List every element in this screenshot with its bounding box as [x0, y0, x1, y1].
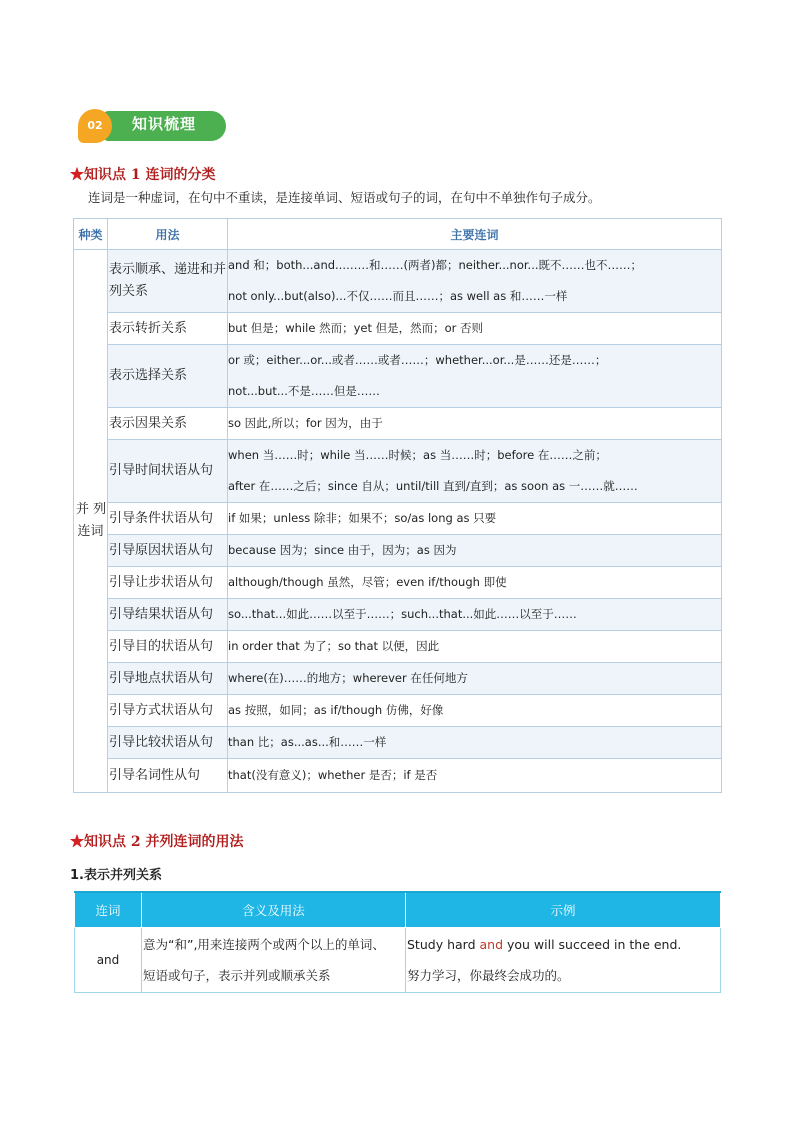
star-icon: ★ [70, 167, 84, 183]
conjunction-line: in order that 为了；so that 以便，因此 [228, 639, 440, 653]
table-row [74, 345, 722, 408]
table-row [74, 599, 722, 631]
table-row [74, 313, 722, 345]
usage-cell [108, 313, 228, 345]
table-header-row [75, 892, 721, 928]
conjunction-line: and 和；both...and...……和……(两者)都；neither...nor...既不……也不……； [228, 258, 642, 272]
table-row [74, 759, 722, 793]
meaning-cell [142, 928, 406, 993]
usage-text: 引导方式状语从句 [109, 702, 214, 718]
conjunctions-cell [228, 535, 722, 567]
coordinating-usage-table [74, 891, 721, 993]
usage-text: 表示转折关系 [109, 320, 188, 336]
table-row [74, 727, 722, 759]
conjunctions-cell [228, 631, 722, 663]
usage-text: 引导条件状语从句 [109, 510, 214, 526]
table-row [74, 535, 722, 567]
usage-text: 引导时间状语从句 [109, 463, 214, 478]
category-label: 并 列 [76, 502, 107, 517]
table-row [74, 408, 722, 440]
table-row [75, 928, 721, 993]
conjunction-classification-table [73, 218, 722, 793]
usage-cell [108, 567, 228, 599]
conjunctions-cell [228, 313, 722, 345]
conjunctions-cell [228, 663, 722, 695]
header-example: 示例 [406, 892, 721, 928]
conjunction-line: but 但是；while 然而；yet 但是，然而；or 否则 [228, 321, 484, 335]
conjunction-line: than 比；as...as...和……一样 [228, 735, 387, 749]
usage-cell [108, 535, 228, 567]
usage-text: 引导比较状语从句 [109, 734, 214, 750]
conjunction-line: so 因此,所以；for 因为，由于 [228, 416, 383, 430]
usage-text: 引导地点状语从句 [109, 670, 214, 686]
conjunction-line: where(在)……的地方；wherever 在任何地方 [228, 671, 468, 685]
meaning-line: 短语或句子，表示并列或顺承关系 [143, 968, 331, 983]
usage-cell [108, 503, 228, 535]
example-pre: Study hard [407, 937, 480, 952]
example-english [407, 929, 719, 960]
usage-text: 表示选择关系 [109, 368, 188, 383]
table-row [74, 567, 722, 599]
section1-title: 知识点 1 连词的分类 [84, 167, 216, 183]
conjunction-line: although/though 虽然，尽管；even if/though 即使 [228, 575, 507, 589]
example-highlight: and [479, 937, 504, 952]
usage-cell [108, 408, 228, 440]
usage-cell [108, 695, 228, 727]
conjunction-line: or 或；either...or...或者……或者……；whether...or...是……还是……； [228, 353, 607, 367]
header-meaning: 含义及用法 [142, 892, 406, 928]
header-usage: 用法 [108, 219, 228, 250]
section1-intro: 连词是一种虚词，在句中不重读，是连接单词、短语或句子的词，在句中不单独作句子成分。 [88, 190, 601, 205]
header-word: 连词 [75, 892, 142, 928]
meaning-line: 意为“和”,用来连接两个或两个以上的单词、 [143, 937, 385, 952]
section2-title: 知识点 2 并列连词的用法 [84, 834, 244, 850]
example-post: you will succeed in the end. [503, 937, 682, 952]
usage-text: 列关系 [109, 284, 149, 299]
table-row [74, 503, 722, 535]
section1-heading [70, 164, 216, 184]
conjunctions-cell [228, 440, 722, 503]
table-row [74, 663, 722, 695]
table-row [74, 631, 722, 663]
conjunction-line: because 因为；since 由于，因为；as 因为 [228, 543, 457, 557]
conjunctions-cell [228, 250, 722, 313]
category-label: 连词 [77, 524, 104, 539]
conjunction-line: so...that...如此……以至于……；such...that...如此……以至于…… [228, 607, 577, 621]
usage-text: 引导目的状语从句 [109, 638, 214, 654]
usage-cell [108, 631, 228, 663]
conjunctions-cell [228, 408, 722, 440]
conjunction-line: when 当……时；while 当……时候；as 当……时；before 在……之前； [228, 448, 607, 462]
header-category: 种类 [74, 219, 108, 250]
badge-number: 02 [78, 109, 112, 143]
conjunctions-cell [228, 503, 722, 535]
star-icon: ★ [70, 834, 84, 850]
conjunction-word: and [75, 928, 142, 993]
table-row [74, 250, 722, 313]
table-row [74, 440, 722, 503]
usage-text: 引导原因状语从句 [109, 542, 214, 558]
usage-cell [108, 599, 228, 631]
usage-text: 表示顺承、递进和并 [109, 262, 227, 277]
conjunctions-cell [228, 345, 722, 408]
conjunction-line: that(没有意义)；whether 是否；if 是否 [228, 768, 438, 782]
usage-text: 引导让步状语从句 [109, 574, 214, 590]
conjunctions-cell [228, 567, 722, 599]
conjunction-line: if 如果；unless 除非；如果不；so/as long as 只要 [228, 511, 497, 525]
usage-cell [108, 759, 228, 793]
usage-text: 引导结果状语从句 [109, 606, 214, 622]
section-badge [78, 109, 226, 143]
usage-cell [108, 345, 228, 408]
conjunction-line: after 在……之后；since 自从；until/till 直到/直到；as soon as 一……就…… [228, 479, 638, 493]
usage-cell [108, 250, 228, 313]
conjunctions-cell [228, 695, 722, 727]
example-cell [406, 928, 721, 993]
conjunction-line: as 按照，如同；as if/though 仿佛，好像 [228, 703, 444, 717]
section2-subheading: 1.表示并列关系 [70, 868, 162, 883]
usage-text: 引导名词性从句 [109, 767, 201, 783]
conjunction-line: not...but...不是……但是…… [228, 384, 380, 398]
badge-title: 知识梳理 [132, 115, 197, 133]
usage-cell [108, 440, 228, 503]
category-cell [74, 250, 108, 793]
usage-text: 表示因果关系 [109, 415, 188, 431]
example-chinese: 努力学习，你最终会成功的。 [407, 968, 570, 983]
header-main: 主要连词 [228, 219, 722, 250]
usage-cell [108, 663, 228, 695]
conjunctions-cell [228, 759, 722, 793]
section2-heading [70, 831, 244, 851]
usage-cell [108, 727, 228, 759]
table-header-row [74, 219, 722, 250]
conjunctions-cell [228, 599, 722, 631]
table-row [74, 695, 722, 727]
conjunction-line: not only...but(also)...不仅……而且……；as well as 和……一样 [228, 289, 568, 303]
conjunctions-cell [228, 727, 722, 759]
